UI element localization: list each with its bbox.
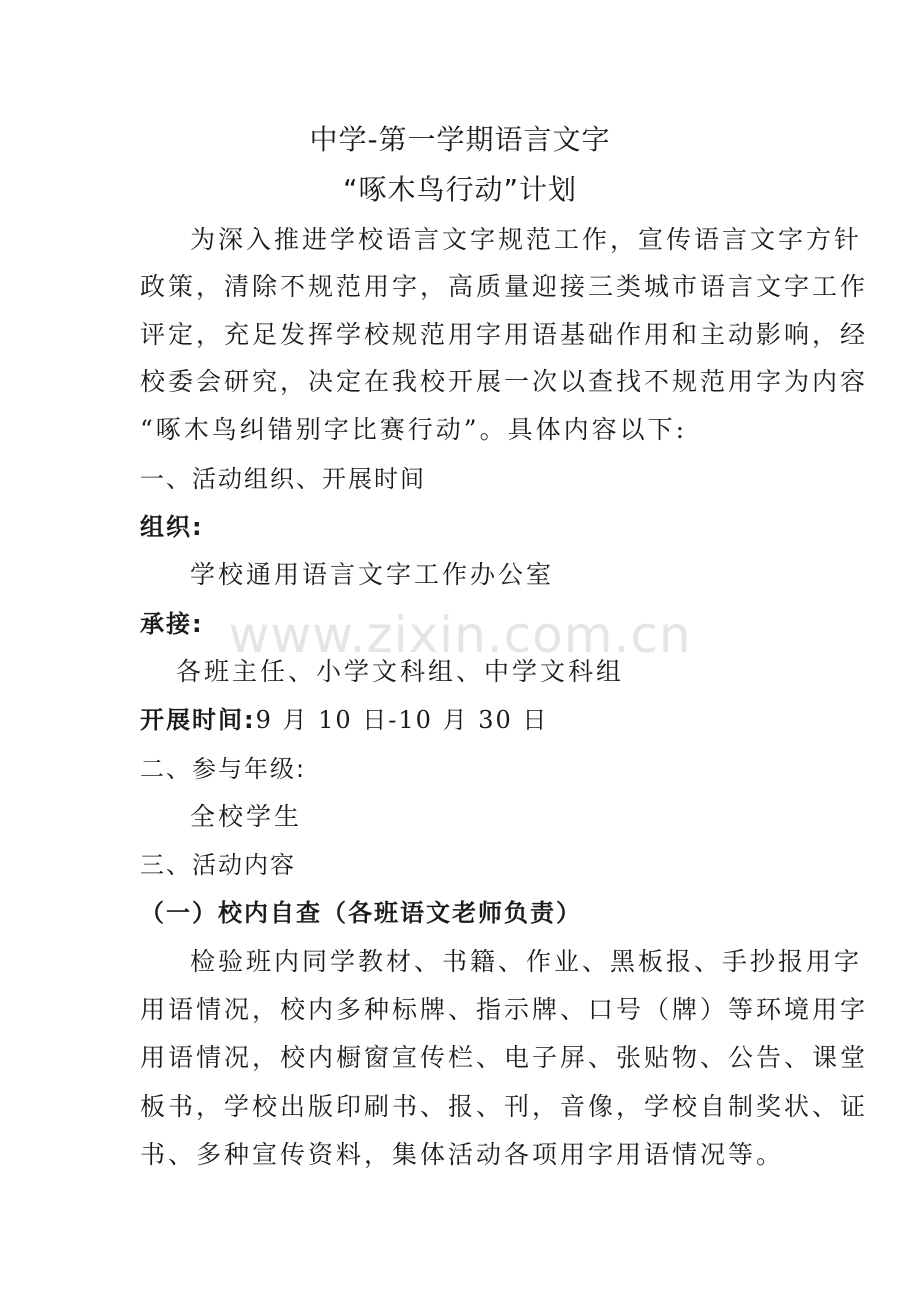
intro-paragraph-line: “啄木鸟纠错别字比赛行动”。具体内容以下: bbox=[140, 415, 687, 444]
sub1-heading: （一）校内自查（各班语文老师负责） bbox=[140, 899, 582, 927]
site-watermark: www.zixin.com.cn bbox=[228, 606, 692, 664]
organizer-value: 学校通用语言文字工作办公室 bbox=[190, 560, 555, 589]
intro-paragraph-line: 为深入推进学校语言文字规范工作，宣传语言文字方针 bbox=[190, 225, 863, 254]
section2-value: 全校学生 bbox=[190, 802, 303, 831]
time-value: 9 月 10 日-10 月 30 日 bbox=[255, 706, 549, 734]
section1-heading: 一、活动组织、开展时间 bbox=[140, 465, 426, 493]
section3-heading: 三、活动内容 bbox=[140, 851, 296, 879]
section2-heading: 二、参与年级: bbox=[140, 755, 307, 783]
sub1-body-line: 用语情况，校内多种标牌、指示牌、口号（牌）等环境用字 bbox=[140, 995, 869, 1024]
sub1-body-line: 板书，学校出版印刷书、报、刊，音像，学校自制奖状、证 bbox=[140, 1092, 869, 1121]
sub1-body-line: 检验班内同学教材、书籍、作业、黑板报、手抄报用字 bbox=[190, 947, 863, 976]
time-row bbox=[140, 700, 548, 735]
intro-paragraph-line: 校委会研究，决定在我校开展一次以查找不规范用字为内容 bbox=[140, 367, 869, 396]
organizer-label: 组织: bbox=[140, 513, 204, 541]
undertaker-label: 承接: bbox=[140, 610, 204, 638]
sub1-body-line: 用语情况，校内橱窗宣传栏、电子屏、张贴物、公告、课堂 bbox=[140, 1043, 869, 1072]
undertaker-value: 各班主任、小学文科组、中学文科组 bbox=[176, 657, 625, 686]
sub1-body-line: 书、多种宣传资料，集体活动各项用字用语情况等。 bbox=[140, 1140, 785, 1169]
document-title-line2: “啄木鸟行动”计划 bbox=[342, 173, 577, 206]
document-title-line1: 中学-第一学期语言文字 bbox=[309, 123, 611, 156]
time-label: 开展时间: bbox=[140, 706, 256, 734]
intro-paragraph-line: 评定，充足发挥学校规范用字用语基础作用和主动影响，经 bbox=[140, 320, 869, 349]
intro-paragraph-line: 政策，清除不规范用字，高质量迎接三类城市语言文字工作 bbox=[140, 272, 869, 301]
